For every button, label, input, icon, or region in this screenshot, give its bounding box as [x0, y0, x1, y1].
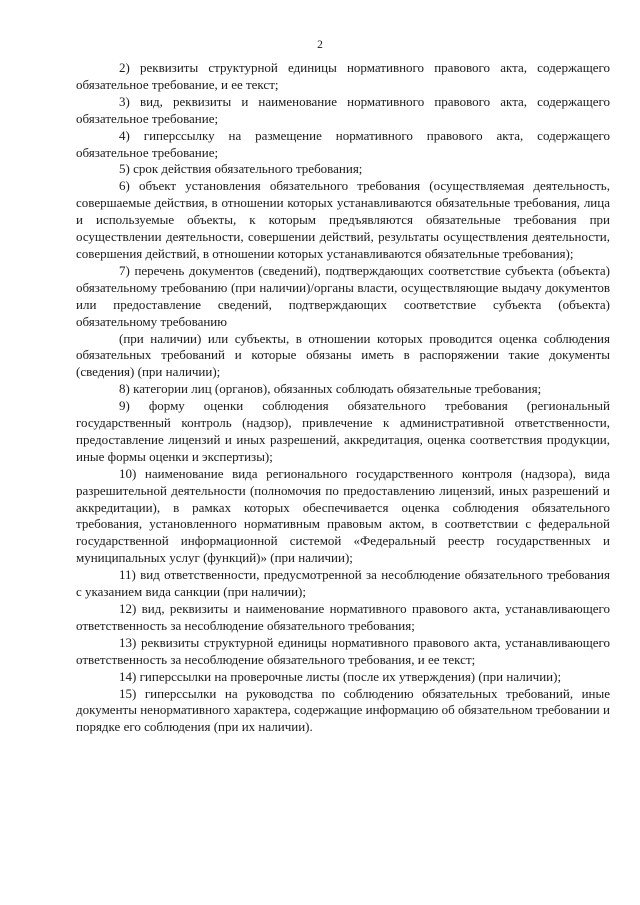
list-item-5: 5) срок действия обязательного требования;: [119, 161, 363, 177]
list-item-7-continuation: (при наличии) или субъекты, в отношении которых проводится оценка соблюдения обязательных требований и которые обязаны иметь в распоряжении такие документы (сведения) (при наличии);: [76, 330, 610, 380]
list-item-7: 7) перечень документов (сведений), подтверждающих соответствие субъекта (объекта) обязательному требованию (при наличии)/органы власти, осуществляющие выдачу документов или предоставление сведений, подтверждающих соответствие субъекта (объекта) обязательному требованию: [76, 262, 610, 329]
list-item-12: 12) вид, реквизиты и наименование нормативного правового акта, устанавливающего ответственность за несоблюдение обязательного требования;: [76, 601, 610, 633]
list-item-2: 2) реквизиты структурной единицы нормативного правового акта, содержащего обязательное требование, и ее текст;: [76, 60, 610, 92]
list-item-4: 4) гиперссылку на размещение нормативного правового акта, содержащего обязательное требование;: [76, 127, 610, 160]
list-item-3: 3) вид, реквизиты и наименование нормативного правового акта, содержащего обязательное требование;: [76, 93, 610, 126]
list-item-8: 8) категории лиц (органов), обязанных соблюдать обязательные требования;: [119, 381, 542, 397]
list-item-14: 14) гиперссылки на проверочные листы (после их утверждения) (при наличии);: [119, 668, 562, 684]
list-item-15: 15) гиперссылки на руководства по соблюдению обязательных требований, иные документы ненормативного характера, содержащие информацию об обязательном требовании и порядке его соблюдения (при их наличии).: [76, 685, 610, 735]
list-item-9: 9) форму оценки соблюдения обязательного требования (региональный государственный контроль (надзор), привлечение к административной ответственности, предоставление лицензий и иных разрешений, аккредитация, оценка соответствия продукции, иные формы оценки и экспертизы);: [76, 398, 610, 464]
list-item-13: 13) реквизиты структурной единицы нормативного правового акта, устанавливающего ответственность за несоблюдение обязательного требования, и ее текст;: [76, 634, 610, 667]
list-item-11: 11) вид ответственности, предусмотренной за несоблюдение обязательного требования с указанием вида санкции (при наличии);: [76, 567, 610, 600]
list-item-6: 6) объект установления обязательного требования (осуществляемая деятельность, совершаемые действия, в отношении которых устанавливаются обязательные требования, лица и используемые объекты, к которым предъявляются обязательные требования при осуществлении деятельности, совершении действий, результаты осуществления деятельности, совершения действий, в отношении которых устанавливаются обязательные требования);: [76, 178, 610, 261]
page-number: 2: [317, 39, 323, 51]
document-body: [76, 60, 610, 736]
list-item-10: 10) наименование вида регионального государственного контроля (надзора), вида разрешительной деятельности (полномочия по предоставлению лицензий, иных разрешений и аккредитации), в рамках которых обеспечивается оценка соблюдения обязательного требования, установленного нормативным правовым актом, в соответствии с федеральной государственной информационной системой «Федеральный реестр государственных и муниципальных услуг (функций)» (при наличии);: [76, 465, 610, 566]
